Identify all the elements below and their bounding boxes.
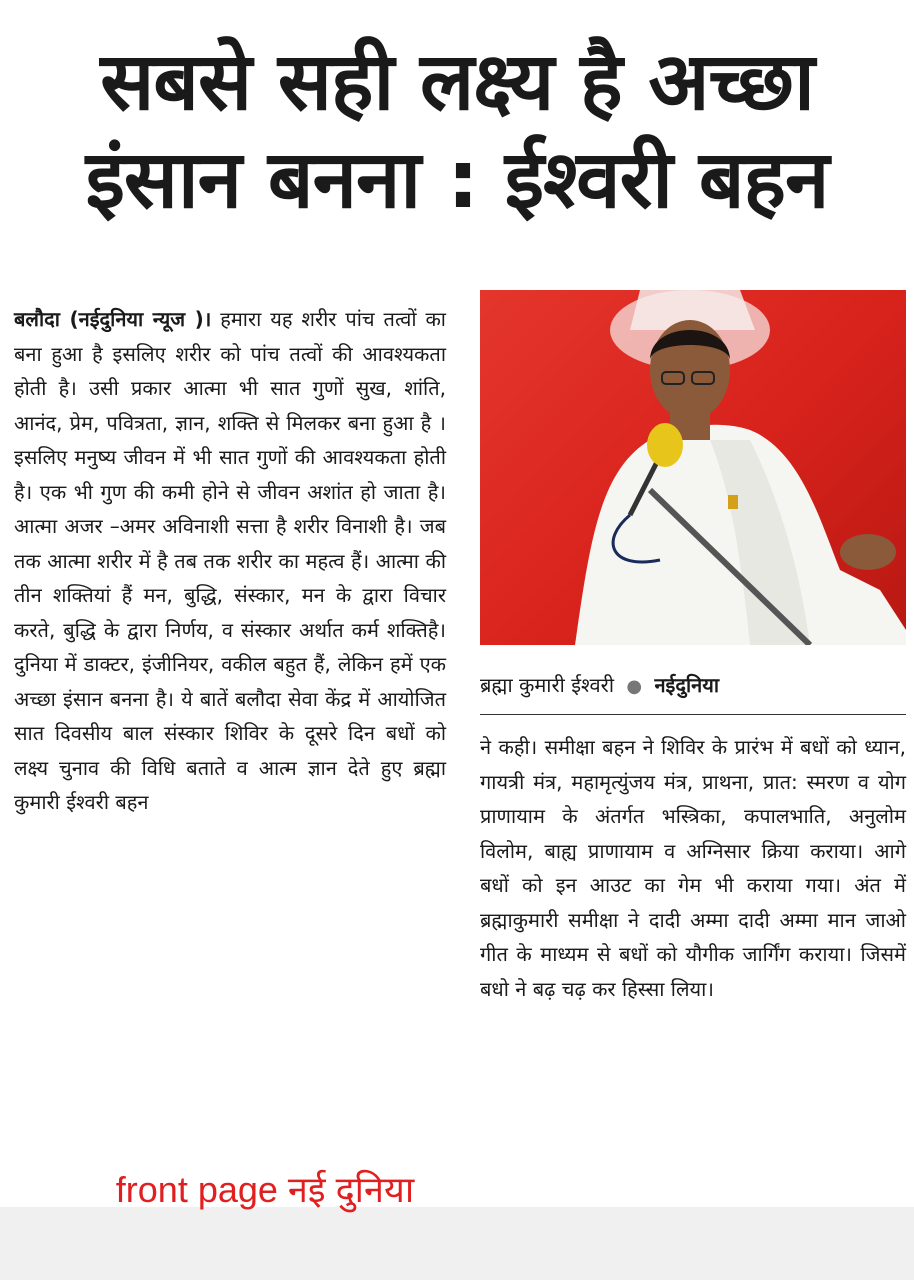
article-right-column — [480, 730, 906, 1006]
overlay-note: front page नई दुनिया — [115, 1169, 415, 1210]
caption-bullet-icon: ● — [626, 676, 643, 697]
headline-line-2: इंसान बनना : ईश्वरी बहन — [85, 133, 829, 226]
caption-source: नईदुनिया — [654, 673, 720, 697]
article-left-column — [14, 302, 446, 820]
article-left-body: हमारा यह शरीर पांच तत्वों का बना हुआ है इसलिए शरीर को पांच तत्वों की आवश्यकता होती है। उसी प्रकार आत्मा भी सात गुणों सुख, शांति, आनंद, प्रेम, पवित्रता, ज्ञान, शक्ति से मिलकर बना हुआ है । इसलिए मनुष्य जीवन में भी सात गुणों की आवश्यकता होती है। एक भी गुण की कमी होने से जीवन अशांत हो जाता है। आत्मा अजर –अमर अविनाशी सत्ता है शरीर विनाशी है। जब तक आत्मा शरीर में है तब तक शरीर का महत्व हैं। आत्मा की तीन शक्तियां हैं मन, बुद्धि, संस्कार, मन के द्वारा विचार करते, बुद्धि के द्वारा निर्णय, व संस्कार अर्थात कर्म शक्तिहै। दुनिया में डाक्टर, इंजीनियर, वकील बहुत हैं, लेकिन हमें एक अच्छा इंसान बनना है। ये बातें बलौदा सेवा केंद्र में आयोजित सात दिवसीय बाल संस्कार शिविर के दूसरे दिन बधों को लक्ष्य चुनाव की विधि बताते व आत्म ज्ञान देते हुए ब्रह्मा कुमारी ईश्वरी बहन — [14, 307, 446, 814]
speaker-photo — [480, 290, 906, 645]
photo-caption — [480, 668, 906, 715]
caption-name: ब्रह्मा कुमारी ईश्वरी — [480, 673, 614, 697]
speaker-photo-illustration — [480, 290, 906, 645]
headline — [10, 35, 904, 226]
article-right-body: ने कही। समीक्षा बहन ने शिविर के प्रारंभ में बधों को ध्यान, गायत्री मंत्र, महामृत्युंजय मंत्र, प्राथना, प्रात: स्मरण व योग प्राणायाम के अंतर्गत भस्त्रिका, कपालभाति, अनुलोम विलोम, बाह्य प्राणायाम व अग्निसार क्रिया कराया। आगे बधों को इन आउट का गेम भी कराया गया। अंत में ब्रह्माकुमारी समीक्षा ने दादी अम्मा दादी अम्मा मान जाओ गीत के माध्यम से बधों को यौगीक जार्गिंग कराया। जिसमें बधो ने बढ़ चढ़ कर हिस्सा लिया। — [480, 735, 906, 1001]
dateline: बलौदा (नईदुनिया न्यूज )। — [14, 307, 212, 331]
headline-line-1: सबसे सही लक्ष्य है अच्छा — [100, 35, 814, 128]
bottom-strip — [0, 1207, 914, 1280]
